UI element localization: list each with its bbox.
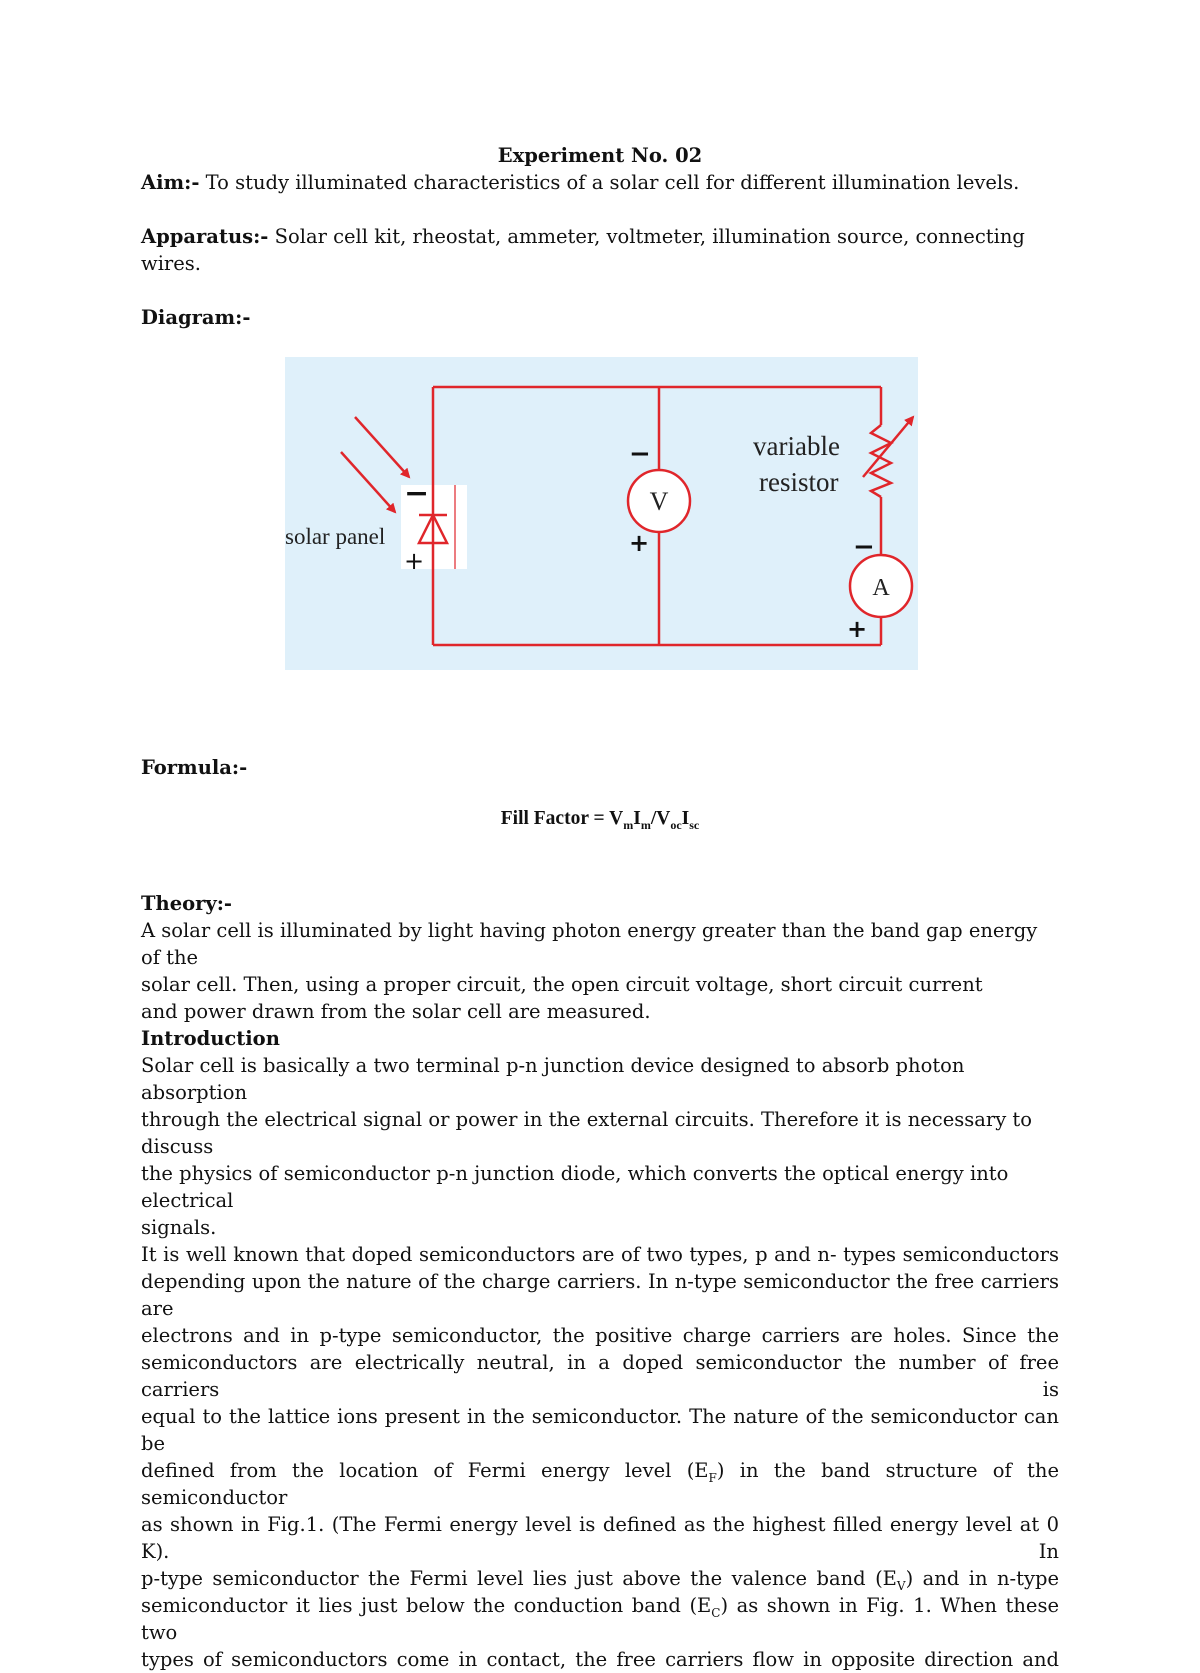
resistor-zigzag	[871, 425, 891, 497]
ammeter-minus: −	[853, 532, 875, 562]
theory-label: Theory:-	[141, 892, 232, 915]
resistor-label-line2: resistor	[759, 467, 839, 497]
ammeter-symbol: A	[872, 575, 890, 601]
intro-line-valence: p-type semiconductor the Fermi level lies just above the valence band $(E_V)$ and in n-type	[141, 1567, 1059, 1593]
apparatus-line	[141, 223, 1059, 277]
intro-line: the physics of semiconductor p-n junction diode, which converts the optical energy into electrical	[141, 1162, 1009, 1212]
voltmeter-minus: −	[629, 439, 651, 469]
document-body	[141, 142, 1059, 331]
formula-section	[141, 754, 1059, 781]
formula-label: Formula:-	[141, 756, 248, 779]
intro-line: depending upon the nature of the charge carriers. In n-type semiconductor the free carriers are	[141, 1270, 1059, 1320]
voltmeter-symbol: V	[649, 487, 669, 516]
apparatus-label: Apparatus:-	[141, 225, 269, 248]
introduction-heading: Introduction	[141, 1027, 280, 1050]
light-arrow-1	[355, 417, 409, 477]
ammeter-plus: +	[847, 615, 868, 643]
intro-line-fermi: defined from the location of Fermi energy level $(E_F)$ in the band structure of the semiconductor	[141, 1459, 1059, 1509]
light-arrow-2	[341, 452, 395, 512]
intro-line: electrons and in p-type semiconductor, the positive charge carriers are holes. Since the	[141, 1324, 1059, 1347]
aim-label: Aim:-	[141, 171, 200, 194]
intro-line: equal to the lattice ions present in the semiconductor. The nature of the semiconductor can be	[141, 1405, 1059, 1455]
circuit-diagram	[285, 357, 918, 670]
solar-cell-minus: −	[404, 476, 430, 511]
intro-line: through the electrical signal or power in the external circuits. Therefore it is necessary to discuss	[141, 1108, 1033, 1158]
solar-panel-label: solar panel	[285, 524, 386, 549]
intro-line: as shown in Fig.1. (The Fermi energy level is defined as the highest filled energy level at 0 K). In	[141, 1513, 1059, 1563]
page-title: Experiment No. 02	[497, 144, 703, 167]
intro-line: It is well known that doped semiconductors are of two types, p and n- types semiconductors	[141, 1243, 1059, 1266]
intro-line: Solar cell is basically a two terminal p-n junction device designed to absorb photon absorption	[141, 1054, 965, 1104]
theory-line: solar cell. Then, using a proper circuit, the open circuit voltage, short circuit current	[141, 973, 983, 996]
intro-line: types of semiconductors come in contact, the free carriers flow in opposite direction and	[141, 1648, 1059, 1671]
solar-cell-plus: +	[404, 547, 425, 575]
theory-line: and power drawn from the solar cell are measured.	[141, 1000, 651, 1023]
resistor-variable-arrow	[863, 417, 913, 477]
diagram-label: Diagram:-	[141, 306, 251, 329]
apparatus-text: Solar cell kit, rheostat, ammeter, voltmeter, illumination source, connecting wires.	[141, 225, 1025, 275]
theory-section	[141, 890, 1059, 1673]
circuit-svg	[285, 357, 918, 670]
intro-line: signals.	[141, 1216, 217, 1239]
voltmeter-plus: +	[629, 529, 650, 557]
fill-factor-formula: Fill Factor = $V_mI_m/V_{oc}I_{sc}$	[500, 808, 700, 832]
theory-line: A solar cell is illuminated by light having photon energy greater than the band gap energy of the	[141, 919, 1038, 969]
aim-text: To study illuminated characteristics of a solar cell for different illumination levels.	[199, 171, 1020, 194]
aim-line	[141, 169, 1059, 196]
intro-line-conduction: semiconductor it lies just below the conduction band $(E_C)$ as shown in Fig. 1. When these two	[141, 1594, 1060, 1644]
resistor-label-line1: variable	[753, 431, 840, 461]
intro-line: semiconductors are electrically neutral, in a doped semiconductor the number of free carriers is	[141, 1351, 1059, 1401]
